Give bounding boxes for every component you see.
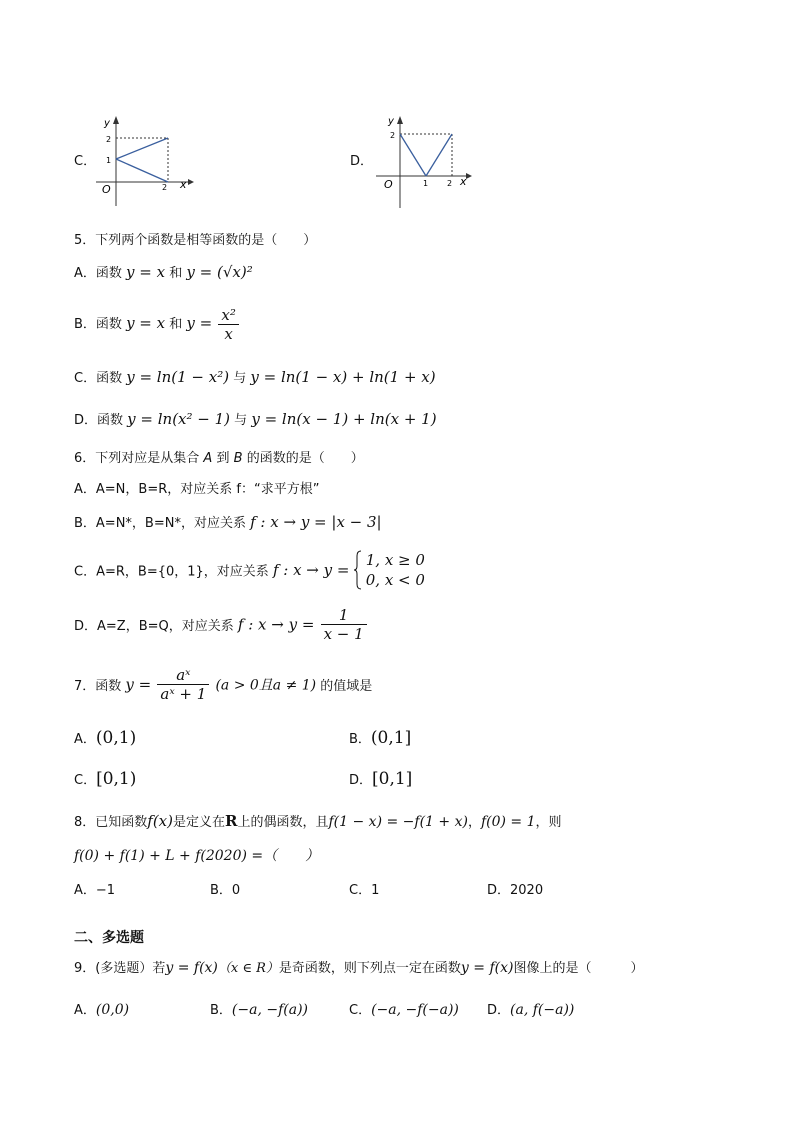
q5-a-prefix: A．函数 — [74, 266, 122, 281]
q5-a-formula1: y = x — [126, 263, 166, 281]
q5-b-and: 和 — [169, 317, 183, 332]
q7-a-label: A． — [74, 732, 96, 747]
q7-option-b — [349, 728, 411, 748]
q5-b-prefix: B．函数 — [74, 317, 122, 332]
q6-stem-mid: 到 — [216, 451, 230, 466]
q5-b-formula2-lhs: y = — [186, 314, 213, 332]
q7-option-d — [349, 769, 412, 789]
q7-d-value: [0,1] — [372, 769, 413, 789]
q5-d-prefix: D．函数 — [74, 413, 124, 428]
q7-c-label: C． — [74, 773, 97, 788]
q8-sum: f(0) + f(1) + L + f(2020) =（ ） — [74, 848, 320, 864]
graph-d-x-label: x — [460, 175, 467, 188]
q6-c-case2: 0, x < 0 — [365, 571, 425, 589]
graph-d-tick-y2: 2 — [390, 131, 396, 140]
section-title-multi-choice: 二、多选题 — [74, 930, 144, 946]
q7-denominator: aˣ + 1 — [160, 685, 207, 703]
graph-d-y-arrow — [397, 116, 403, 124]
q5-a-formula2: y = (√x)² — [186, 263, 253, 281]
q6-option-d — [74, 606, 369, 643]
q5-c-prefix: C．函数 — [74, 371, 123, 386]
graph-d-tick-x2: 2 — [447, 179, 453, 188]
q5-c-formula2: y = ln(1 − x) + ln(1 + x) — [250, 368, 436, 386]
q8-stem-pre: 8．已知函数 — [74, 815, 148, 830]
q9-c-value: (−a, −f(−a)) — [371, 1002, 459, 1018]
q6-c-map: f : x → y = — [272, 561, 350, 579]
q6-b-map: f : x → y = |x − 3| — [250, 513, 382, 531]
q8-cond1: f(1 − x) = −f(1 + x) — [328, 814, 468, 830]
q7-fraction — [157, 666, 209, 703]
graph-d-segment-left — [400, 134, 426, 176]
graph-d-segment-right — [426, 134, 452, 176]
option-d-label: D． — [350, 154, 374, 169]
q8-option-c: C．1 — [349, 883, 380, 898]
graph-d-x-arrow — [466, 173, 472, 179]
q6-option-a: A．A=N，B=R，对应关系 f：“求平方根” — [74, 482, 320, 497]
q9-d-label: D． — [487, 1003, 511, 1018]
q7-condition: (a > 0且a ≠ 1) — [215, 677, 317, 694]
q9-stem-post: 图像上的是（ ） — [513, 961, 644, 976]
q8-R: R — [225, 812, 238, 830]
q7-numerator: aˣ — [157, 666, 209, 685]
q5-d-mid: 与 — [234, 413, 248, 428]
graph-c — [92, 112, 196, 210]
graph-d — [372, 112, 476, 210]
graph-c-tick-y2: 2 — [106, 135, 112, 144]
q8-option-a: A．−1 — [74, 883, 116, 898]
q9-f: y = f(x) — [165, 960, 218, 976]
q7-option-a — [74, 728, 136, 748]
q8-stem-mid2: 上的偶函数，且 — [237, 815, 329, 830]
q6-option-c — [74, 550, 425, 590]
graph-c-segment-up — [116, 138, 168, 159]
q6-d-numerator: 1 — [321, 606, 367, 625]
graph-d-origin: O — [384, 178, 393, 191]
q5-b-denominator: x — [224, 325, 233, 343]
q6-c-case1: 1, x ≥ 0 — [365, 551, 425, 569]
q5-d-formula2: y = ln(x − 1) + ln(x + 1) — [251, 410, 437, 428]
q5-b-fraction — [218, 306, 238, 343]
q6-option-b — [74, 512, 382, 531]
q8-option-b: B．0 — [210, 883, 241, 898]
q9-stem — [74, 957, 643, 976]
q5-c-formula1: y = ln(1 − x²) — [126, 368, 230, 386]
q9-c-label: C． — [349, 1003, 372, 1018]
q8-comma: ， — [467, 815, 481, 830]
q5-option-c — [74, 367, 436, 386]
q6-d-fraction — [321, 606, 367, 643]
q6-stem-post: 的函数的是（ ） — [246, 451, 364, 466]
q5-option-b — [74, 306, 241, 343]
q9-f2: y = f(x) — [460, 960, 514, 976]
option-c-label: C． — [74, 154, 97, 169]
q7-stem — [74, 666, 372, 703]
graph-d-tick-x1: 1 — [423, 179, 429, 188]
q6-stem — [74, 447, 364, 466]
q9-option-b — [210, 999, 308, 1018]
q7-d-label: D． — [349, 773, 373, 788]
graph-c-tick-x2: 2 — [162, 183, 168, 192]
graph-c-y-arrow — [113, 116, 119, 124]
q8-cond2: f(0) = 1 — [480, 814, 536, 830]
q7-b-value: (0,1] — [370, 728, 412, 748]
q7-lhs: y = — [125, 675, 152, 694]
q6-stem-a: A — [203, 451, 213, 466]
q5-b-formula1: y = x — [126, 314, 166, 332]
q9-b-value: (−a, −f(a)) — [231, 1002, 309, 1018]
q7-b-label: B． — [349, 732, 371, 747]
graph-c-segment-down — [116, 159, 168, 182]
q5-d-formula1: y = ln(x² − 1) — [127, 410, 231, 428]
q9-option-a — [74, 999, 129, 1018]
q6-d-map: f : x → y = — [237, 615, 315, 634]
q9-stem-pre: 9．(多选题）若 — [74, 961, 166, 976]
q9-b-label: B． — [210, 1003, 232, 1018]
q6-stem-b: B — [233, 451, 243, 466]
q5-option-d — [74, 409, 437, 428]
graph-c-x-label: x — [180, 178, 187, 191]
q6-stem-pre: 6．下列对应是从集合 — [74, 451, 200, 466]
q5-b-numerator: x² — [218, 306, 238, 325]
q6-d-sets: D．A=Z，B=Q，对应关系 — [74, 619, 234, 634]
q6-b-sets: B．A=N*，B=N*，对应关系 — [74, 516, 246, 531]
q9-a-value: (0,0) — [95, 1002, 130, 1018]
graph-c-x-arrow — [188, 179, 194, 185]
q9-d-value: (a, f(−a)) — [510, 1002, 575, 1018]
q8-stem-mid: 是定义在 — [173, 815, 226, 830]
q8-fx: f(x) — [147, 812, 173, 830]
graph-c-tick-y1: 1 — [106, 156, 112, 165]
q8-option-d: D．2020 — [487, 883, 544, 898]
q5-stem: 5．下列两个函数是相等函数的是（ ） — [74, 233, 317, 248]
q7-stem-post: 的值域是 — [320, 679, 373, 694]
q5-a-and: 和 — [169, 266, 183, 281]
q9-cond: （x ∈ R） — [217, 961, 279, 976]
graph-d-y-label: y — [388, 116, 394, 127]
q7-option-c — [74, 769, 136, 789]
q9-stem-mid: 是奇函数，则下列点一定在函数 — [278, 961, 461, 976]
q7-a-value: (0,1) — [95, 728, 137, 748]
q8-stem-post: ，则 — [535, 815, 562, 830]
q5-option-a — [74, 262, 253, 281]
q8-stem — [74, 811, 562, 830]
graph-c-y-label: y — [104, 118, 110, 129]
q9-a-label: A． — [74, 1003, 96, 1018]
q6-c-cases — [366, 550, 425, 590]
q6-c-brace — [354, 550, 362, 590]
graph-c-origin: O — [102, 183, 111, 196]
q7-stem-pre: 7．函数 — [74, 679, 122, 694]
q7-c-value: [0,1) — [96, 769, 137, 789]
q6-c-sets: C．A=R，B={0，1}，对应关系 — [74, 564, 269, 580]
q5-c-mid: 与 — [233, 371, 247, 386]
q6-d-denominator: x − 1 — [323, 625, 364, 643]
q9-option-c — [349, 999, 459, 1018]
q9-option-d — [487, 999, 574, 1018]
